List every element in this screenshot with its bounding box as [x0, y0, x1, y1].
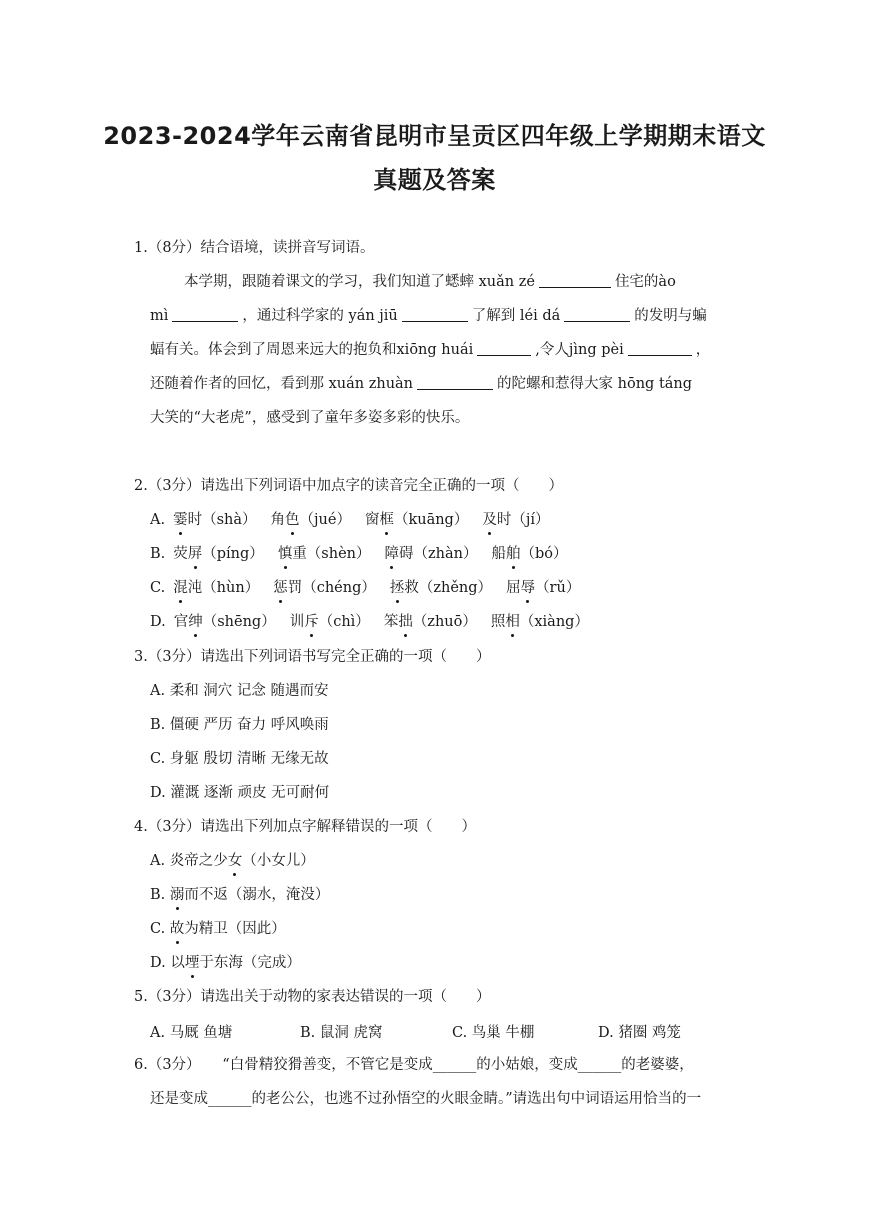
option-word: 慎重（shèn） — [277, 546, 371, 562]
question-6-line-2: 还是变成______的老公公，也逃不过孙悟空的火眼金睛。”请选出句中词语运用恰当的一 — [150, 1091, 702, 1107]
dotted-character: 惩 — [273, 580, 288, 596]
dotted-character: 辱 — [520, 580, 536, 596]
dotted-character: 斥 — [304, 614, 319, 630]
question-1-line-4: 还随着作者的回忆，看到那 xuán zhuàn 的陀螺和惹得大家 hōng táng — [150, 376, 693, 392]
option-word: 混沌（hùn） — [173, 580, 260, 596]
question-2-option-b[interactable]: B. 荧屏（píng） 慎重（shèn） 障碍（zhàn） 船舶（bó） — [150, 546, 568, 562]
question-2-stem: 2.（3分）请选出下列词语中加点字的读音完全正确的一项（ ） — [134, 478, 564, 494]
question-2-option-c[interactable]: C. 混沌（hùn） 惩罚（chéng） 拯救（zhěng） 屈辱（rǔ） — [150, 580, 581, 596]
answer-blank[interactable] — [402, 306, 468, 322]
answer-blank[interactable] — [564, 306, 630, 322]
option-word: 荧屏（píng） — [173, 546, 264, 562]
question-3-stem: 3.（3分）请选出下列词语书写完全正确的一项（ ） — [134, 649, 491, 665]
option-word: 及时（jí） — [482, 512, 550, 528]
question-5-option-d[interactable]: D. 猪圈 鸡笼 — [598, 1025, 681, 1041]
answer-blank[interactable] — [628, 340, 692, 356]
question-1-line-2: mì ，通过科学家的 yán jiū 了解到 léi dá 的发明与蝙 — [150, 308, 707, 324]
question-5-option-b[interactable]: B. 鼠洞 虎窝 — [300, 1025, 383, 1041]
answer-blank[interactable] — [477, 340, 531, 356]
question-5-stem: 5.（3分）请选出关于动物的家表达错误的一项（ ） — [134, 989, 491, 1005]
title-line-1: 2023-2024学年云南省昆明市呈贡区四年级上学期期末语文 — [103, 122, 766, 150]
question-4-option-b[interactable]: B. 溺而不返（溺水，淹没） — [150, 887, 330, 903]
question-5-option-c[interactable]: C. 鸟巢 牛棚 — [452, 1025, 535, 1041]
question-4-stem: 4.（3分）请选出下列加点字解释错误的一项（ ） — [134, 819, 477, 835]
option-word: 惩罚（chéng） — [273, 580, 376, 596]
answer-blank[interactable] — [539, 272, 611, 288]
question-1-line-5: 大笑的“大老虎”，感受到了童年多姿多彩的快乐。 — [150, 410, 470, 426]
title-line-2: 真题及答案 — [373, 166, 496, 194]
dotted-character: 及 — [482, 512, 497, 528]
option-word: 角色（jué） — [270, 512, 351, 528]
dotted-character: 慎 — [277, 546, 293, 562]
dotted-character: 舶 — [505, 546, 521, 562]
question-6-line-1: 6.（3分） “白骨精狡猾善变，不管它是变成______的小姑娘，变成______的老婆婆， — [134, 1057, 694, 1073]
question-1-line-3: 蝠有关。体会到了周恩来远大的抱负和xiōng huái ,令人jìng pèi ， — [150, 342, 711, 358]
question-3-option-b[interactable]: B. 僵硬 严历 奋力 呼风唤雨 — [150, 717, 329, 733]
question-1-line-1: 本学期，跟随着课文的学习，我们知道了蟋蟀 xuǎn zé 住宅的ào — [184, 274, 676, 290]
option-word: 官绅（shēng） — [173, 614, 276, 630]
option-word: 笨拙（zhuō） — [383, 614, 477, 630]
option-word: 照相（xiàng） — [490, 614, 589, 630]
question-4-option-a[interactable]: A. 炎帝之少女（小女儿） — [150, 853, 315, 869]
dotted-character: 屏 — [187, 546, 203, 562]
dotted-character: 混 — [173, 580, 188, 596]
option-word: 屈辱（rǔ） — [506, 580, 581, 596]
option-word: 拯救（zhěng） — [389, 580, 493, 596]
dotted-character: 障 — [384, 546, 400, 562]
question-4-option-c[interactable]: C. 故为精卫（因此） — [150, 921, 286, 937]
option-word: 船舶（bó） — [491, 546, 568, 562]
question-2-option-d[interactable]: D. 官绅（shēng） 训斥（chì） 笨拙（zhuō） 照相（xiàng） — [150, 614, 589, 630]
option-word: 霎时（shà） — [173, 512, 257, 528]
question-4-option-d[interactable]: D. 以堙于东海（完成） — [150, 955, 301, 971]
answer-blank[interactable] — [417, 374, 493, 390]
option-word: 训斥（chì） — [289, 614, 370, 630]
question-3-option-d[interactable]: D. 灌溉 逐渐 顽皮 无可耐何 — [150, 785, 330, 801]
dotted-character: 绅 — [188, 614, 203, 630]
option-word: 障碍（zhàn） — [384, 546, 478, 562]
dotted-character: 拙 — [398, 614, 413, 630]
question-1-stem: 1.（8分）结合语境，读拼音写词语。 — [134, 240, 375, 256]
answer-blank[interactable] — [172, 306, 238, 322]
question-3-option-a[interactable]: A. 柔和 洞穴 记念 随遇而安 — [150, 683, 329, 699]
dotted-character: 框 — [379, 512, 394, 528]
dotted-character: 拯 — [389, 580, 405, 596]
question-5-option-a[interactable]: A. 马厩 鱼塘 — [150, 1025, 233, 1041]
question-3-option-c[interactable]: C. 身躯 殷切 清晰 无缘无故 — [150, 751, 329, 767]
dotted-character: 相 — [505, 614, 520, 630]
dotted-character: 霎 — [173, 512, 188, 528]
option-word: 窗框（kuāng） — [364, 512, 469, 528]
dotted-character: 色 — [285, 512, 300, 528]
question-2-option-a[interactable]: A. 霎时（shà） 角色（jué） 窗框（kuāng） 及时（jí） — [150, 512, 550, 528]
